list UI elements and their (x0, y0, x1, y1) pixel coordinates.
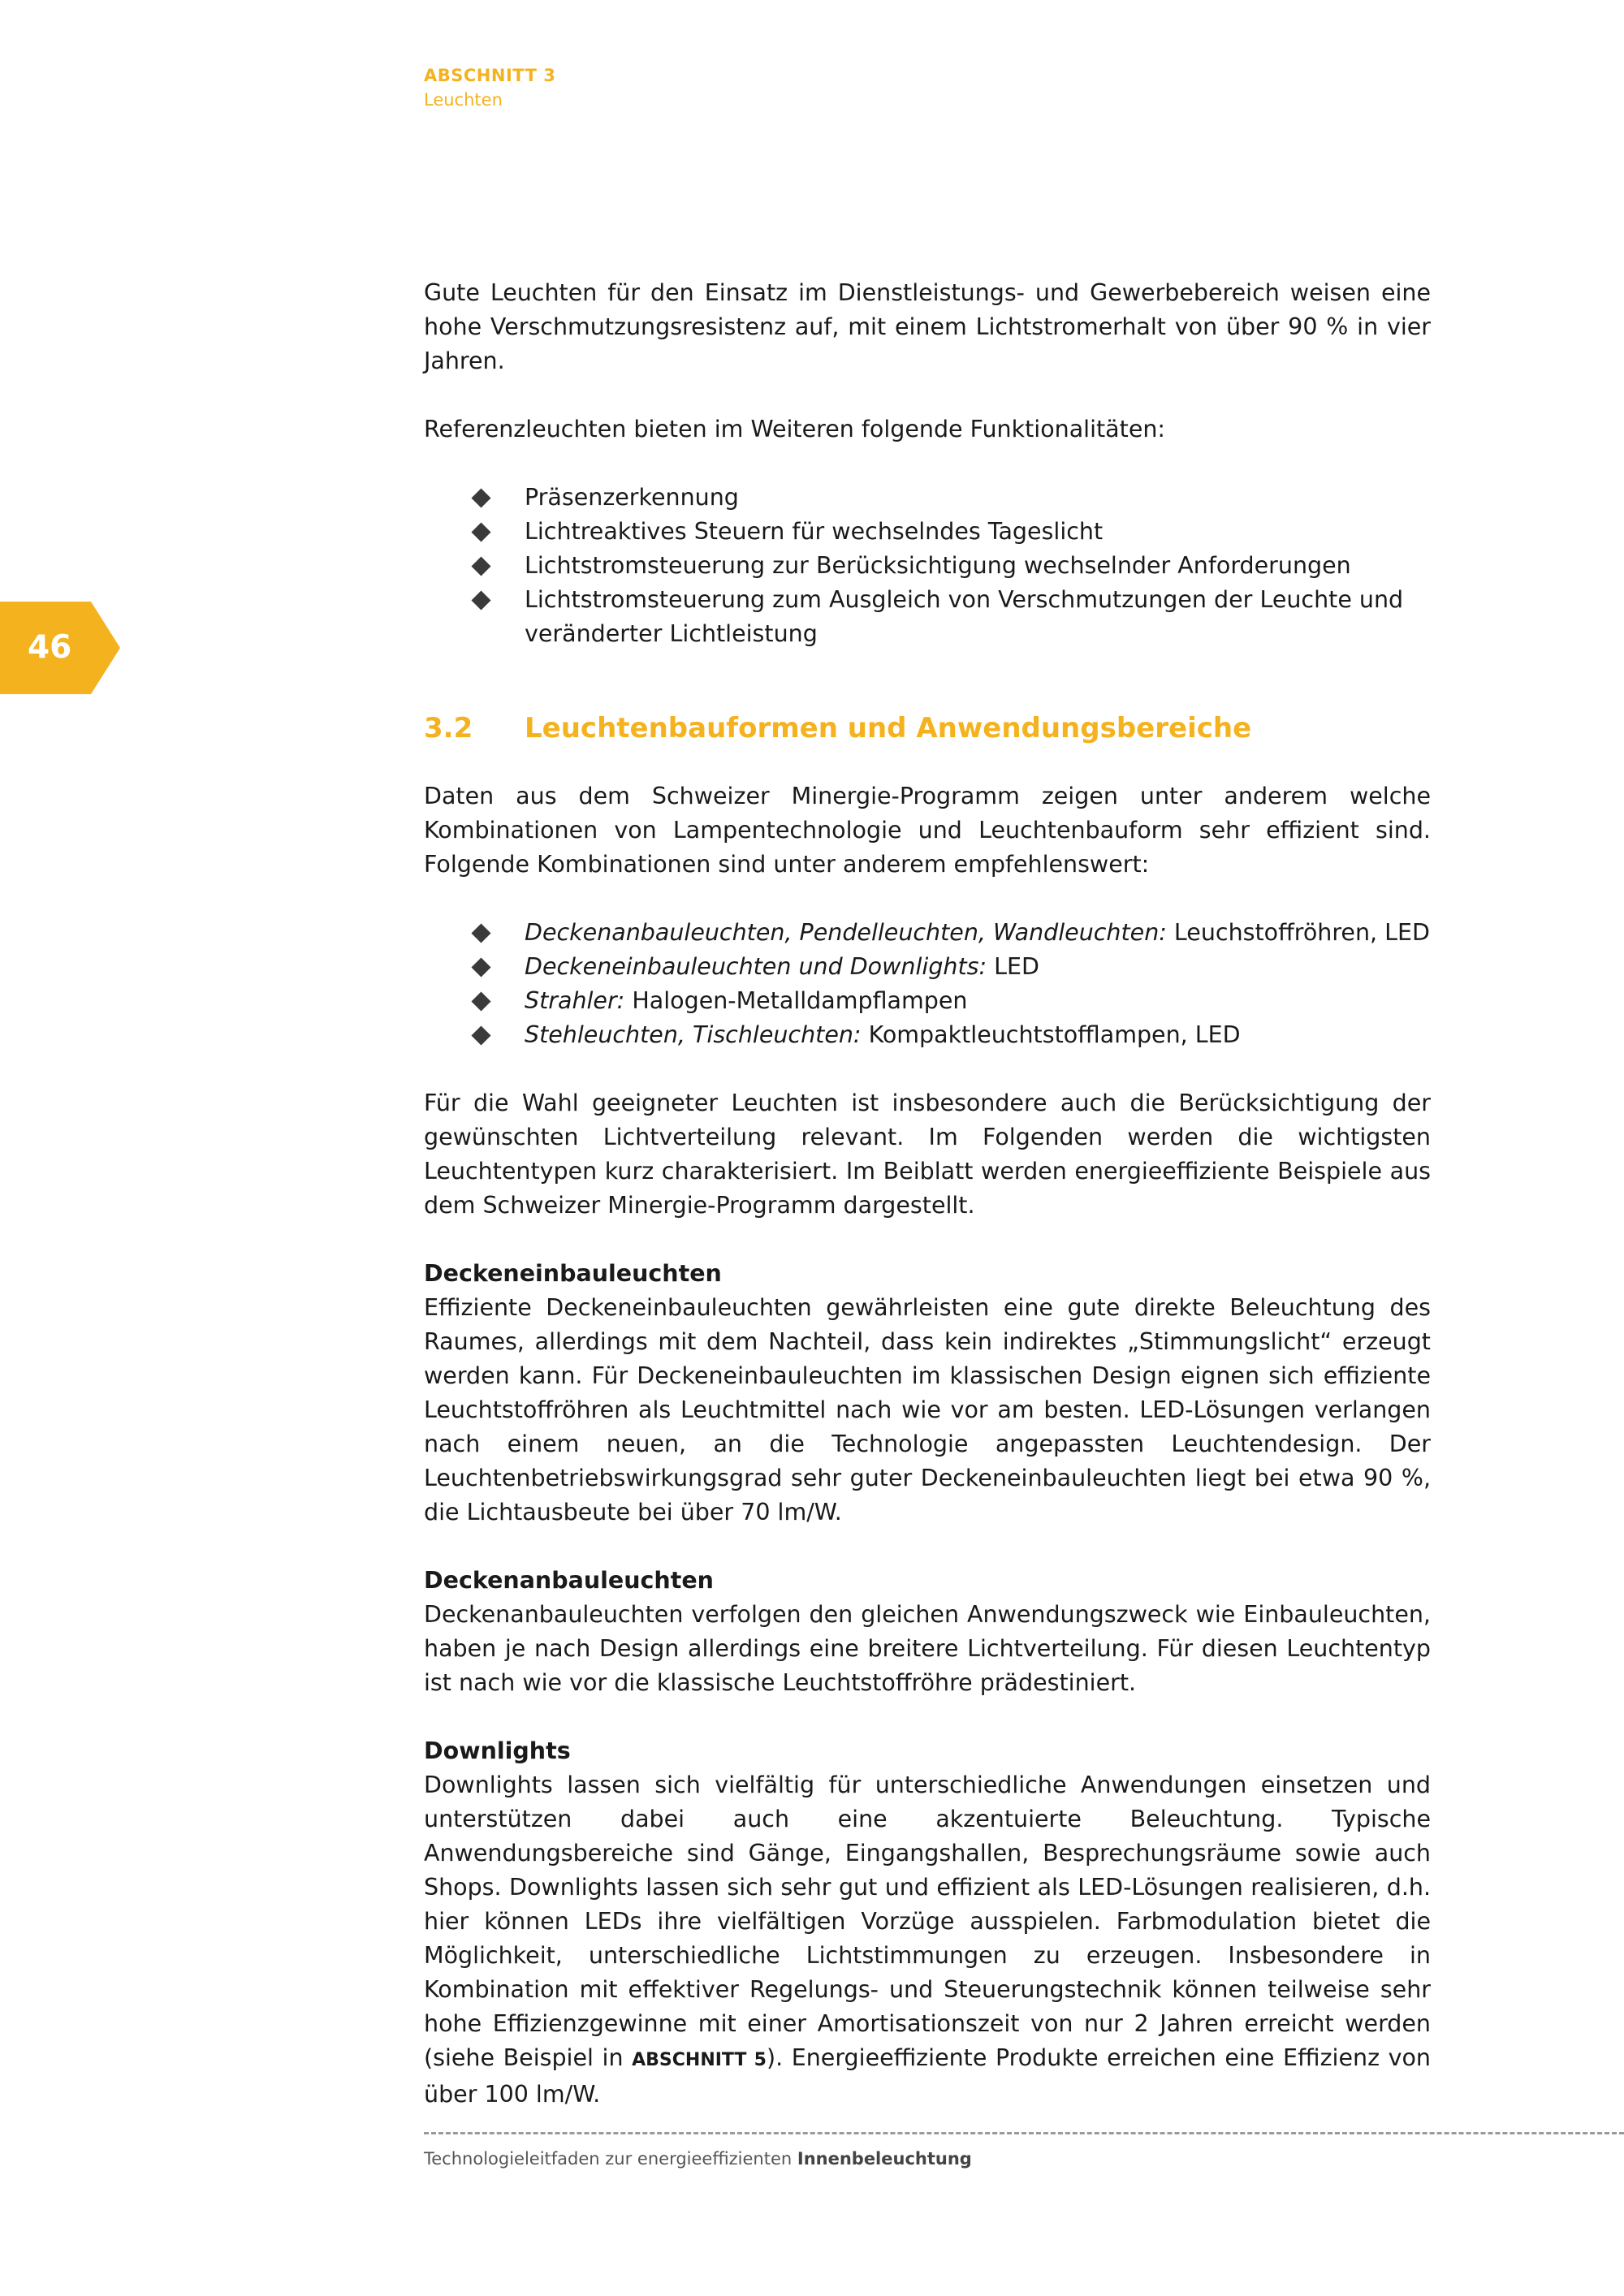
diamond-bullet-icon (471, 991, 490, 1011)
einbau-paragraph: Effiziente Deckeneinbauleuchten gewährleisten eine gute direkte Beleuchtung des Raumes, allerdings mit dem Nachteil, dass kein indirektes „Stimmungslicht“ erzeugt werden kann. Für Deckeneinbauleuchten im klassischen Design eignen sich effiziente Leuchtstoffröhren als Leuchtmittel nach wie vor am besten. LED-Lösungen verlangen nach einem neuen, an die Technologie angepassten Leuchtendesign. Der Leuchtenbetriebswirkungsgrad sehr guter Deckeneinbauleuchten liegt bei etwa 90 %, die Lichtausbeute bei über 70 lm/W. (424, 1294, 1431, 1526)
section-reference: ABSCHNITT 5 (632, 2050, 767, 2070)
diamond-bullet-icon (471, 590, 490, 610)
page-footer (424, 2147, 972, 2171)
intro-paragraph: Gute Leuchten für den Einsatz im Dienstleistungs- und Gewerbebereich weisen eine hohe Verschmutzungsresistenz auf, mit einem Lichtstromerhalt von über 90 % in vier Jahren. (424, 279, 1431, 374)
footer-divider (424, 2132, 1624, 2134)
list-item: Strahler: Halogen-Metalldampflampen (424, 984, 1431, 1018)
section-heading (424, 711, 1431, 745)
subheading-einbau: Deckeneinbauleuchten (424, 1260, 722, 1287)
main-content (424, 276, 1431, 2112)
section-paragraph: Daten aus dem Schweizer Minergie-Programm zeigen unter anderem welche Kombinationen von Lampentechnologie und Leuchtenbauform sehr effizient sind. Folgende Kombinationen sind unter anderem empfehlenswert: (424, 783, 1431, 878)
list-item: Lichtstromsteuerung zur Berücksichtigung wechselnder Anforderungen (424, 549, 1431, 583)
list-item: Deckeneinbauleuchten und Downlights: LED (424, 950, 1431, 984)
combination-list (424, 916, 1431, 1052)
header-section-label: ABSCHNITT 3 (424, 66, 556, 85)
footer-bold-text: Innenbeleuchtung (797, 2149, 972, 2169)
diamond-bullet-icon (471, 522, 490, 542)
diamond-bullet-icon (471, 1025, 490, 1045)
page-number: 46 (28, 629, 72, 666)
subheading-anbau: Deckenanbauleuchten (424, 1567, 714, 1594)
list-item: Lichtstromsteuerung zum Ausgleich von Verschmutzungen der Leuchte und veränderter Lichtleistung (424, 583, 1431, 651)
diamond-bullet-icon (471, 923, 490, 943)
subheading-downlights: Downlights (424, 1737, 571, 1764)
page-number-tab (0, 602, 120, 694)
running-header (424, 63, 555, 112)
section-number: 3.2 (424, 712, 473, 744)
list-item: Deckenanbauleuchten, Pendelleuchten, Wandleuchten: Leuchstoffröhren, LED (424, 916, 1431, 950)
header-subtitle: Leuchten (424, 90, 503, 110)
footer-text: Technologieleitfaden zur energieeffizienten (424, 2149, 797, 2169)
intro-lead-paragraph: Referenzleuchten bieten im Weiteren folgende Funktionalitäten: (424, 416, 1166, 442)
list-item: Stehleuchten, Tischleuchten: Kompaktleuchtstofflampen, LED (424, 1018, 1431, 1052)
list-item: Präsenzerkennung (424, 481, 1431, 515)
diamond-bullet-icon (471, 488, 490, 507)
anbau-paragraph: Deckenanbauleuchten verfolgen den gleichen Anwendungszweck wie Einbauleuchten, haben je nach Design allerdings eine breitere Lichtverteilung. Für diesen Leuchtentyp ist nach wie vor die klassische Leuchtstoffröhre prädestiniert. (424, 1601, 1431, 1696)
downlights-paragraph: Downlights lassen sich vielfältig für unterschiedliche Anwendungen einsetzen und unterstützen dabei auch eine akzentuierte Beleuchtung. Typische Anwendungsbereiche sind Gänge, Eingangshallen, Besprechungsräume sowie auch Shops. Downlights lassen sich sehr gut und effizient als LED-Lösungen realisieren, d.h. hier können LEDs ihre vielfältigen Vorzüge ausspielen. Farbmodulation bietet die Möglichkeit, unterschiedliche Lichtstimmungen zu erzeugen. Insbesondere in Kombination mit effektiver Regelungs- und Steuerungstechnik können teilweise sehr hohe Effizienzgewinne mit einer Amortisationszeit von nur 2 Jahren erreicht werden (siehe Beispiel in ABSCHNITT 5). Energieeffiziente Produkte erreichen eine Effizienz von über 100 lm/W. (424, 1772, 1431, 2108)
section-title: Leuchtenbauformen und Anwendungsbereiche (525, 712, 1252, 744)
diamond-bullet-icon (471, 957, 490, 977)
distribution-paragraph: Für die Wahl geeigneter Leuchten ist insbesondere auch die Berücksichtigung der gewünschten Lichtverteilung relevant. Im Folgenden werden die wichtigsten Leuchtentypen kurz charakterisiert. Im Beiblatt werden energieeffiziente Beispiele aus dem Schweizer Minergie-Programm dargestellt. (424, 1090, 1431, 1219)
functionality-list (424, 481, 1431, 651)
list-item: Lichtreaktives Steuern für wechselndes Tageslicht (424, 515, 1431, 549)
diamond-bullet-icon (471, 556, 490, 576)
